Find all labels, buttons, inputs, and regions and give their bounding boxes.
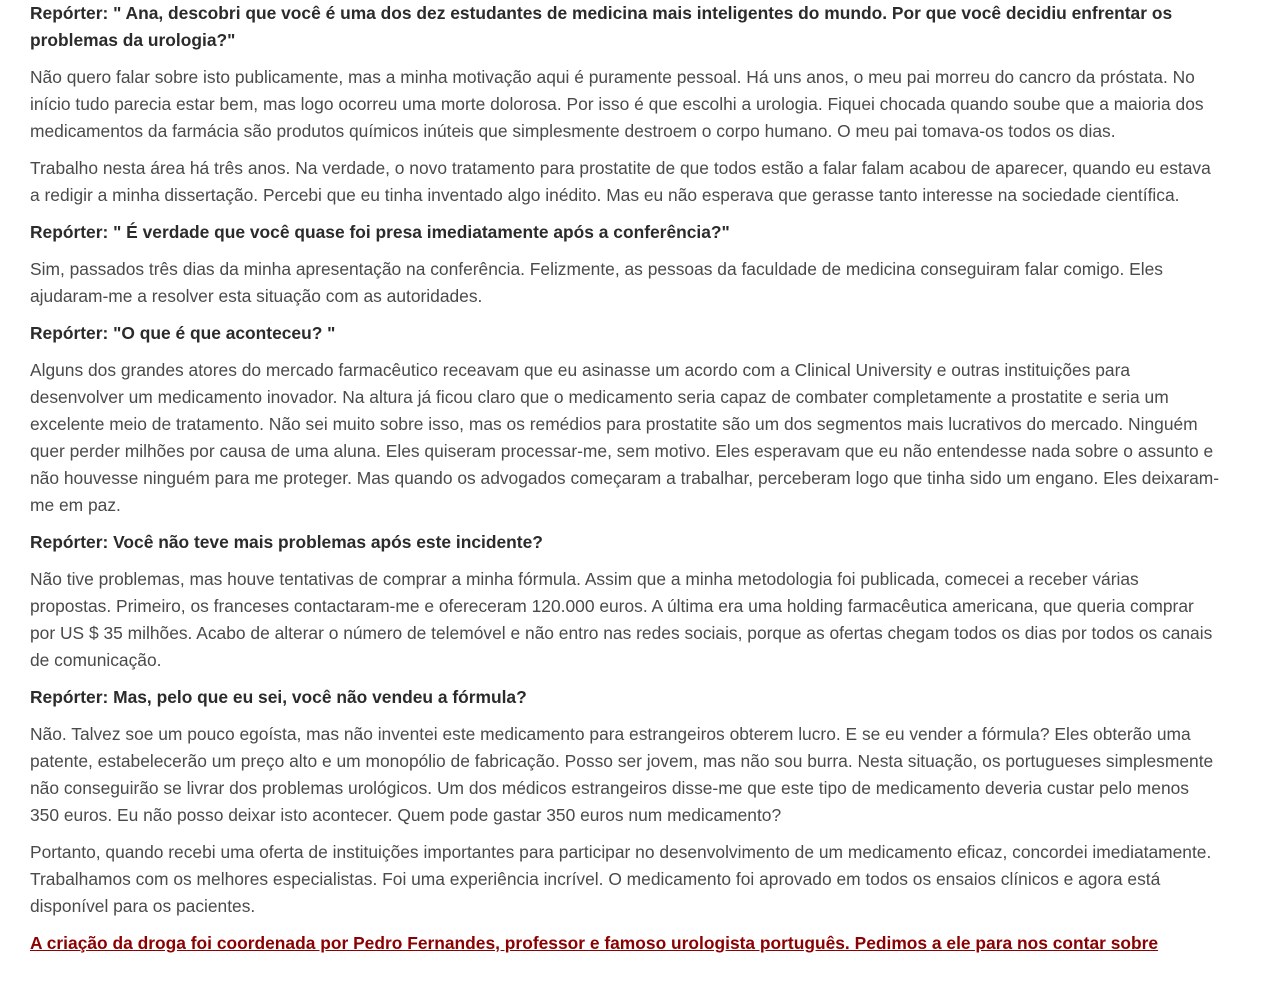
reporter-question-2: Repórter: " É verdade que você quase foi presa imediatamente após a conferência?" [30, 222, 730, 242]
article-body [30, 0, 1220, 957]
answer-paragraph-1: Não quero falar sobre isto publicamente, mas a minha motivação aqui é puramente pessoal. Há uns anos, o meu pai morreu do cancro da próstata. No início tudo parecia estar bem, mas logo ocorreu uma morte dolorosa. Por isso é que escolhi a urologia. Fiquei chocada quando soube que a maioria dos medicamentos da farmácia são produtos químicos inúteis que simplesmente destroem o corpo humano. O meu pai tomava-os todos os dias. [30, 67, 1204, 141]
answer-paragraph-5: Não tive problemas, mas houve tentativas de comprar a minha fórmula. Assim que a minha metodologia foi publicada, comecei a receber várias propostas. Primeiro, os franceses contactaram-me e ofereceram 120.000 euros. A última era uma holding farmacêutica americana, que queria comprar por US $ 35 milhões. Acabo de alterar o número de telemóvel e não entro nas redes sociais, porque as ofertas chegam todos os dias por todos os canais de comunicação. [30, 569, 1213, 670]
answer-paragraph-6: Não. Talvez soe um pouco egoísta, mas não inventei este medicamento para estrangeiros obterem lucro. E se eu vender a fórmula? Eles obterão uma patente, estabelecerão um preço alto e um monopólio de fabricação. Posso ser jovem, mas não sou burra. Nesta situação, os portugueses simplesmente não conseguirão se livrar dos problemas urológicos. Um dos médicos estrangeiros disse-me que este tipo de medicamento deveria custar pelo menos 350 euros. Eu não posso deixar isto acontecer. Quem pode gastar 350 euros num medicamento? [30, 724, 1214, 825]
answer-paragraph-4: Alguns dos grandes atores do mercado farmacêutico receavam que eu asinasse um acordo com a Clinical University e outras instituições para desenvolver um medicamento inovador. Na altura já ficou claro que o medicamento seria capaz de combater completamente a prostatite e seria um excelente meio de tratamento. Não sei muito sobre isso, mas os remédios para prostatite são um dos segmentos mais lucrativos do mercado. Ninguém quer perder milhões por causa de uma aluna. Eles quiseram processar-me, sem motivo. Eles esperavam que eu não entendesse nada sobre o assunto e não houvesse ninguém para me proteger. Mas quando os advogados começaram a trabalhar, perceberam logo que tinha sido um engano. Eles deixaram-me em paz. [30, 360, 1220, 515]
reporter-question-3: Repórter: "O que é que aconteceu? " [30, 323, 336, 343]
reporter-question-1: Repórter: " Ana, descobri que você é uma dos dez estudantes de medicina mais inteligentes do mundo. Por que você decidiu enfrentar os problemas da urologia?" [30, 3, 1173, 50]
reporter-question-5: Repórter: Mas, pelo que eu sei, você não vendeu a fórmula? [30, 687, 527, 707]
answer-paragraph-2: Trabalho nesta área há três anos. Na verdade, o novo tratamento para prostatite de que todos estão a falar falam acabou de aparecer, quando eu estava a redigir a minha dissertação. Percebi que eu tinha inventado algo inédito. Mas eu não esperava que gerasse tanto interesse na sociedade científica. [30, 158, 1211, 205]
highlight-link-paragraph[interactable]: A criação da droga foi coordenada por Pedro Fernandes, professor e famoso urologista português. Pedimos a ele para nos contar sobre [30, 933, 1159, 953]
answer-paragraph-3: Sim, passados três dias da minha apresentação na conferência. Felizmente, as pessoas da faculdade de medicina conseguiram falar comigo. Eles ajudaram-me a resolver esta situação com as autoridades. [30, 259, 1163, 306]
reporter-question-4: Repórter: Você não teve mais problemas após este incidente? [30, 532, 543, 552]
answer-paragraph-7: Portanto, quando recebi uma oferta de instituições importantes para participar no desenvolvimento de um medicamento eficaz, concordei imediatamente. Trabalhamos com os melhores especialistas. Foi uma experiência incrível. O medicamento foi aprovado em todos os ensaios clínicos e agora está disponível para os pacientes. [30, 842, 1212, 916]
